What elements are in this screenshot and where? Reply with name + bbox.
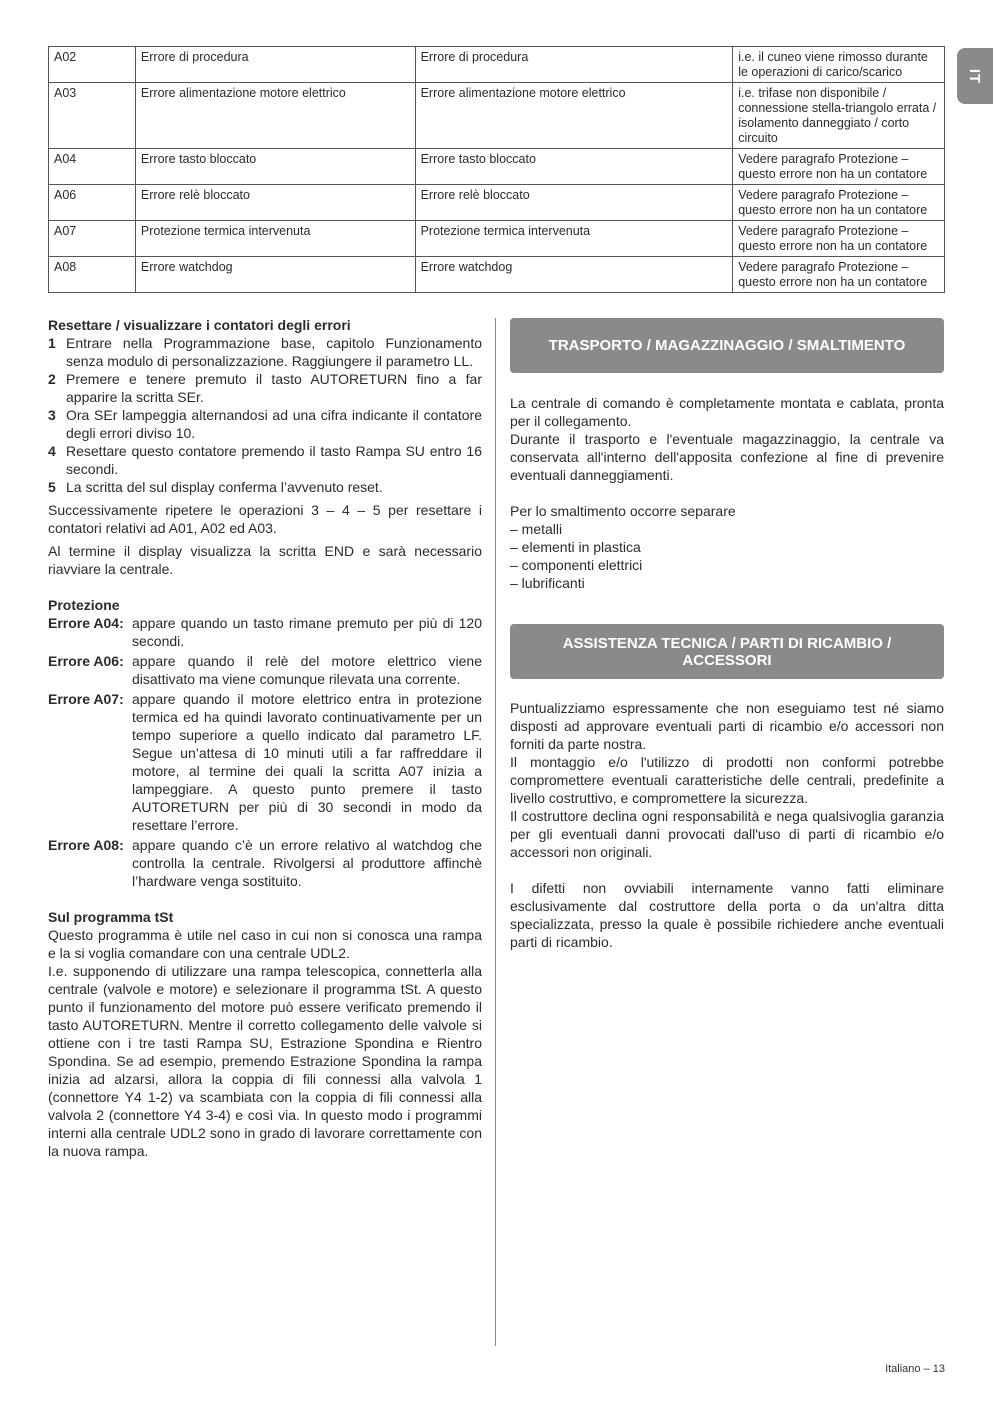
error-description-cell: Errore relè bloccato [415, 185, 733, 221]
error-explanation: appare quando c’è un errore relativo al watchdog che controlla la centrale. Rivolgersi al produttore affinchè l’hardware venga sostituito. [132, 837, 482, 889]
tst-heading: Sul programma tSt [48, 909, 174, 925]
assistenza-heading-box [510, 624, 944, 679]
error-description-cell: Errore alimentazione motore elettrico [415, 83, 733, 149]
error-code-cell: A03 [49, 83, 136, 149]
assistenza-paragraph-1: Puntualizziamo espressamente che non eseguiamo test né siamo disposti ad approvare eventuali parti di ricambio e/o accessori non forniti da parte nostra. [510, 700, 944, 752]
error-explanation: appare quando il relè del motore elettrico viene disattivato ma viene comunque rilevata una corrente. [132, 653, 482, 687]
list-item [48, 652, 482, 688]
error-label: Errore A06: [48, 653, 124, 669]
error-description-cell: Errore di procedura [415, 47, 733, 83]
tst-paragraph-2: I.e. supponendo di utilizzare una rampa telescopica, connetterla alla centrale (valvole e motore) e selezionare il programma tSt. A questo punto il funzionamento del motore può essere verificato premendo il tasto AUTORETURN. Mentre il corretto collegamento delle valvole si ottiene con i tre tasti Rampa SU, Estrazione Spondina e Rientro Spondina. Se ad esempio, premendo Estrazione Spondina la rampa inizia ad alzarsi, allora la coppia di fili connessi alla valvola 1 (connettore Y4 1-2) va scambiata con la coppia di fili connessi alla valvola 2 (connettore Y4 3-4) e così via. In questo modo i programmi interni alla centrale UDL2 sono in grado di lavorare correttamente con la nuova rampa. [48, 963, 482, 1159]
step-number: 4 [48, 443, 56, 459]
error-note-cell: i.e. il cuneo viene rimosso durante le operazioni di carico/scarico [733, 47, 945, 83]
left-column [48, 316, 482, 1160]
list-item: – metalli [510, 521, 563, 537]
error-note-cell: Vedere paragrafo Protezione – questo errore non ha un contatore [733, 221, 945, 257]
error-code-cell: A02 [49, 47, 136, 83]
error-code-cell: A04 [49, 149, 136, 185]
protezione-heading: Protezione [48, 597, 120, 613]
list-item: – componenti elettrici [510, 557, 643, 573]
step-number: 2 [48, 371, 56, 387]
list-item [48, 334, 482, 370]
disposal-list [510, 520, 944, 592]
step-number: 1 [48, 335, 56, 351]
error-explanation: appare quando un tasto rimane premuto per più di 120 secondi. [132, 615, 482, 649]
list-item: – lubrificanti [510, 575, 585, 591]
reset-paragraph-2: Al termine il display visualizza la scritta END e sarà necessario riavviare la centrale. [48, 543, 482, 577]
assistenza-paragraph-3: Il costruttore declina ogni responsabilità e nega qualsivoglia garanzia per gli eventuali danni provocati dall'uso di parti di ricambio e/o accessori non originali. [510, 808, 944, 860]
table-row [49, 257, 945, 293]
error-name-cell: Errore watchdog [135, 257, 415, 293]
language-tab [957, 48, 993, 104]
trasporto-heading-box [510, 318, 944, 373]
error-name-cell: Protezione termica intervenuta [135, 221, 415, 257]
table-row [49, 83, 945, 149]
right-column [510, 318, 944, 951]
error-name-cell: Errore alimentazione motore elettrico [135, 83, 415, 149]
error-description-cell: Protezione termica intervenuta [415, 221, 733, 257]
reset-heading: Resettare / visualizzare i contatori degli errori [48, 317, 351, 333]
step-number: 3 [48, 407, 56, 423]
table-row [49, 221, 945, 257]
reset-steps-list [48, 334, 482, 496]
step-text: Entrare nella Programmazione base, capitolo Funzionamento senza modulo di personalizzazione. Raggiungere il parametro LL. [66, 335, 482, 369]
table-row [49, 47, 945, 83]
list-item [48, 614, 482, 650]
assistenza-heading-line-1: ASSISTENZA TECNICA / PARTI DI RICAMBIO / [562, 634, 892, 652]
error-note-cell: Vedere paragrafo Protezione – questo errore non ha un contatore [733, 257, 945, 293]
assistenza-heading-line-2: ACCESSORI [682, 651, 772, 669]
step-text: Premere e tenere premuto il tasto AUTORETURN fino a far apparire la scritta SEr. [66, 371, 482, 405]
trasporto-paragraph-2: Durante il trasporto e l'eventuale magazzinaggio, la centrale va conservata all'interno dell'apposita confezione al fine di prevenire eventuali danneggiamenti. [510, 431, 944, 483]
error-label: Errore A08: [48, 837, 124, 853]
list-item [48, 690, 482, 834]
error-explanation: appare quando il motore elettrico entra in protezione termica ed ha quindi lavorato continuativamente per un tempo superiore a quello indicato dal parametro LF. Segue un’attesa di 10 minuti utili a far raffreddare il motore, al termine dei quali la scritta A07 inizia a lampeggiare. A questo punto premere il tasto AUTORETURN per più di 30 secondi in modo da resettare l’errore. [132, 691, 482, 833]
trasporto-heading: TRASPORTO / MAGAZZINAGGIO / SMALTIMENTO [548, 337, 906, 354]
error-name-cell: Errore relè bloccato [135, 185, 415, 221]
tst-paragraph-1: Questo programma è utile nel caso in cui non si conosca una rampa e la si voglia comandare con una centrale UDL2. [48, 927, 482, 961]
assistenza-paragraph-2: Il montaggio e/o l'utilizzo di prodotti non conformi potrebbe compromettere eventuali caratteristiche delle centrali, predefinite a livello costruttivo, e compromettere la sicurezza. [510, 754, 944, 806]
column-divider [495, 318, 496, 1346]
table-row [49, 185, 945, 221]
assistenza-paragraph-4: I difetti non ovviabili internamente vanno fatti eliminare esclusivamente dal costruttore della porta o da un'altra ditta specializzata, presso la quale è possibile richiedere anche eventuali parti di ricambio. [510, 880, 944, 950]
list-item [48, 478, 482, 496]
step-text: Ora SEr lampeggia alternandosi ad una cifra indicante il contatore degli errori diviso 10. [66, 407, 482, 441]
error-code-cell: A08 [49, 257, 136, 293]
error-note-cell: Vedere paragrafo Protezione – questo errore non ha un contatore [733, 149, 945, 185]
error-label: Errore A07: [48, 691, 124, 707]
page-footer: Italiano – 13 [885, 1363, 945, 1375]
error-description-cell: Errore watchdog [415, 257, 733, 293]
trasporto-paragraph-3: Per lo smaltimento occorre separare [510, 503, 736, 519]
step-text: La scritta del sul display conferma l’avvenuto reset. [66, 479, 383, 495]
error-label: Errore A04: [48, 615, 124, 631]
reset-paragraph-1: Successivamente ripetere le operazioni 3 – 4 – 5 per resettare i contatori relativi ad A01, A02 ed A03. [48, 502, 482, 536]
list-item [48, 442, 482, 478]
error-description-cell: Errore tasto bloccato [415, 149, 733, 185]
error-name-cell: Errore di procedura [135, 47, 415, 83]
step-text: Resettare questo contatore premendo il tasto Rampa SU entro 16 secondi. [66, 443, 482, 477]
list-item [48, 370, 482, 406]
step-number: 5 [48, 479, 56, 495]
trasporto-paragraph-1: La centrale di comando è completamente montata e cablata, pronta per il collegamento. [510, 395, 944, 429]
error-note-cell: i.e. trifase non disponibile / connessione stella-triangolo errata / isolamento danneggiato / corto circuito [733, 83, 945, 149]
error-code-cell: A06 [49, 185, 136, 221]
error-code-cell: A07 [49, 221, 136, 257]
error-table [48, 46, 945, 293]
language-tab-label: IT [966, 68, 984, 84]
error-name-cell: Errore tasto bloccato [135, 149, 415, 185]
protezione-list [48, 614, 482, 890]
table-row [49, 149, 945, 185]
error-note-cell: Vedere paragrafo Protezione – questo errore non ha un contatore [733, 185, 945, 221]
list-item [48, 406, 482, 442]
list-item: – elementi in plastica [510, 539, 641, 555]
list-item [48, 836, 482, 890]
